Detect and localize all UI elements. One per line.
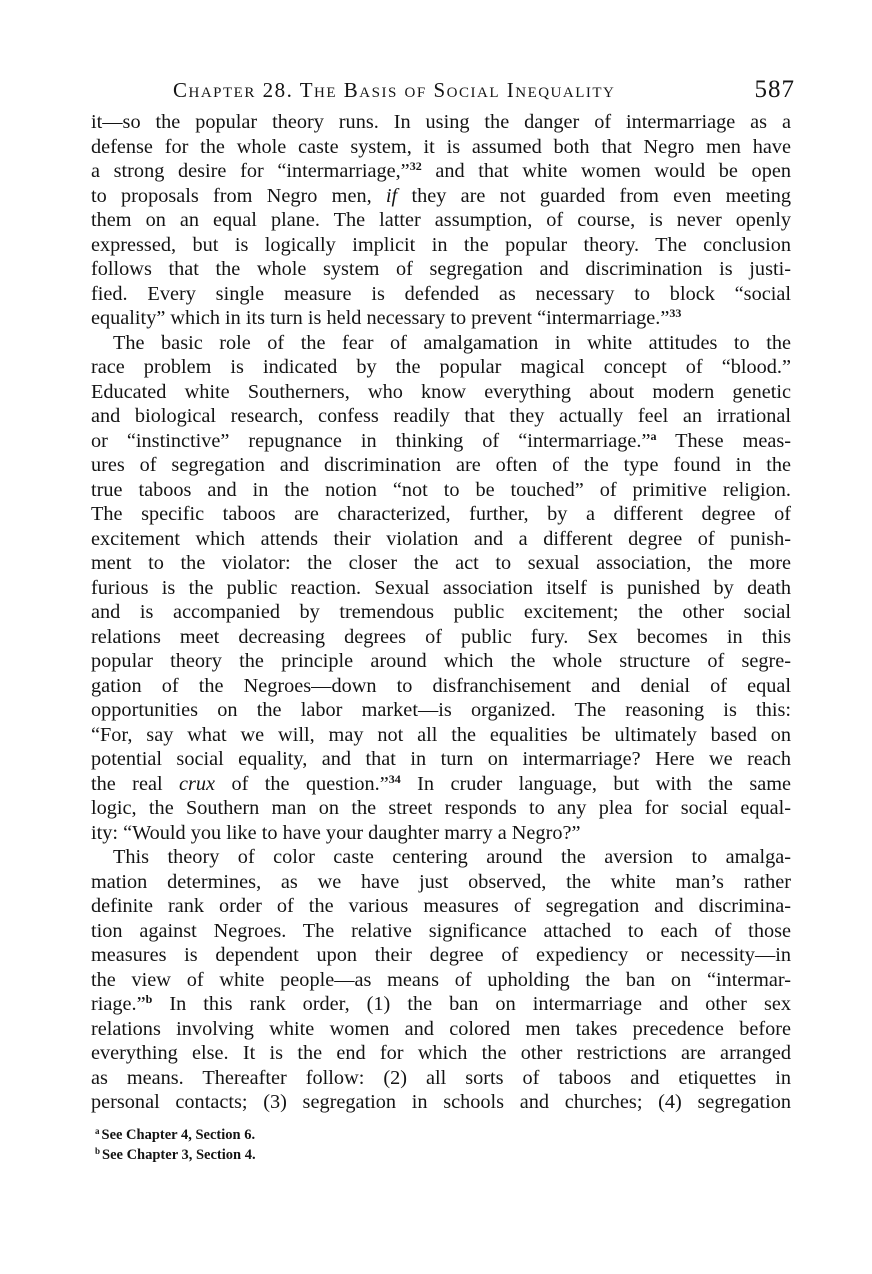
text-line [91,674,791,699]
line-text: logic, the Southern man on the street responds to any plea for social equal- [91,797,791,819]
line-text: ity: “Would you like to have your daughter marry a Negro?” [91,821,581,844]
line-text: tion against Negroes. The relative significance attached to each of those [91,919,791,942]
footnote-ref: a [650,428,657,443]
line-text: a strong desire for “intermarriage,” [91,160,410,182]
footnote [95,1141,791,1161]
line-text: measures is dependent upon their degree of expediency or necessity—in [91,944,791,966]
text-line [91,208,791,233]
line-text: equality” which in its turn is held necessary to prevent “intermarriage.” [91,307,670,329]
text-line [91,894,791,919]
text-line [91,625,791,650]
text-line [91,257,791,282]
footnote-ref: b [145,992,153,1006]
text-line [91,600,791,625]
text-line [91,502,791,527]
line-text: In cruder language, but with the same [400,772,792,795]
footnote-ref: 33 [669,306,682,320]
text-line [91,821,791,846]
line-text: These meas- [656,429,792,452]
line-text: as means. Thereafter follow: (2) all sorts of taboos and etiquettes in [91,1066,791,1089]
italic-word: crux [179,772,216,795]
text-line [91,135,791,160]
line-text: they are not guarded from even meeting [397,184,791,207]
line-text: furious is the public reaction. Sexual association itself is punished by death [91,576,791,599]
running-head [91,76,795,108]
text-line [91,380,791,405]
line-text: definite rank order of the various measures of segregation and discrimina- [91,895,791,917]
italic-word: if [385,184,398,207]
line-text: ures of segregation and discrimination are often of the type found in the [91,454,791,476]
text-line [91,723,791,748]
text-line [91,527,791,552]
page-number: 587 [754,76,795,103]
footnote-text: See Chapter 4, Section 6. [101,1126,256,1143]
text-line [91,1090,791,1115]
book-page [91,76,795,1163]
line-text: “For, say what we will, may not all the equalities be ultimately based on [91,723,791,746]
line-text: the view of white people—as means of upholding the ban on “intermar- [91,968,791,991]
line-text: relations involving white women and colored men takes precedence before [91,1017,791,1040]
line-text: In this rank order, (1) the ban on intermarriage and other sex [152,993,791,1015]
text-line [91,404,791,429]
text-line [91,576,791,601]
line-text: follows that the whole system of segregation and discrimination is justi- [91,258,791,280]
footnote [95,1121,791,1141]
line-text: potential social equality, and that in turn on intermarriage? Here we reach [91,748,791,770]
paragraph [91,110,791,331]
line-text: it—so the popular theory runs. In using the danger of intermarriage as a [91,111,791,133]
text-line [91,233,791,258]
line-text: everything else. It is the end for which the other restrictions are arranged [91,1042,791,1064]
text-line [91,306,791,331]
text-line [91,796,791,821]
text-line [91,1041,791,1066]
line-text: Educated white Southerners, who know everything about modern genetic [91,380,791,403]
line-text: gation of the Negroes—down to disfranchisement and denial of equal [91,674,791,697]
paragraph [91,331,791,846]
line-text: The basic role of the fear of amalgamation in white attitudes to the [113,331,791,354]
text-line [91,429,791,454]
line-text: The specific taboos are characterized, further, by a different degree of [91,503,791,525]
footnote-ref: 32 [409,159,422,173]
body-text [91,110,791,1115]
line-text: mation determines, as we have just observed, the white man’s rather [91,870,791,893]
text-line [91,478,791,503]
line-text: and that white women would be open [421,160,791,182]
line-text: them on an equal plane. The latter assumption, of course, is never openly [91,209,791,231]
footnotes [91,1121,791,1161]
line-text: true taboos and in the notion “not to be touched” of primitive religion. [91,478,791,501]
paragraph [91,845,791,1115]
line-text: to proposals from Negro men, [91,184,386,207]
text-line [91,453,791,478]
text-line [91,772,791,797]
text-line [91,919,791,944]
line-text: and is accompanied by tremendous public excitement; the other social [91,601,791,623]
text-line [91,159,791,184]
text-line [91,1017,791,1042]
text-line [91,698,791,723]
line-text: popular theory the principle around which the whole structure of segre- [91,650,791,672]
text-line [91,355,791,380]
footnote-text: See Chapter 3, Section 4. [102,1146,256,1163]
text-line [91,331,791,356]
footnote-mark: b [95,1145,101,1156]
text-line [91,747,791,772]
line-text: opportunities on the labor market—is organized. The reasoning is this: [91,699,791,721]
text-line [91,110,791,135]
line-text: personal contacts; (3) segregation in schools and churches; (4) segregation [91,1091,791,1113]
line-text: expressed, but is logically implicit in the popular theory. The conclusion [91,233,791,256]
footnote-mark: a [95,1125,100,1136]
line-text: defense for the whole caste system, it is assumed both that Negro men have [91,135,791,158]
line-text: relations meet decreasing degrees of public fury. Sex becomes in this [91,625,791,648]
line-text: excitement which attends their violation and a different degree of punish- [91,527,791,550]
line-text: This theory of color caste centering around the aversion to amalga- [113,846,791,868]
text-line [91,282,791,307]
text-line [91,968,791,993]
line-text: riage.” [91,993,146,1015]
line-text: race problem is indicated by the popular magical concept of “blood.” [91,356,791,378]
chapter-title: Chapter 28. The Basis of Social Inequality [173,78,616,102]
text-line [91,184,791,209]
text-line [91,845,791,870]
text-line [91,943,791,968]
text-line [91,870,791,895]
footnote-ref: 34 [388,771,401,786]
text-line [91,992,791,1017]
line-text: of the question.” [215,772,389,795]
line-text: and biological research, confess readily that they actually feel an irrational [91,405,791,427]
line-text: ment to the violator: the closer the act to sexual association, the more [91,552,791,574]
text-line [91,649,791,674]
line-text: or “instinctive” repugnance in thinking of “intermarriage.” [91,429,651,452]
text-line [91,1066,791,1091]
text-line [91,551,791,576]
line-text: the real [91,772,179,795]
line-text: fied. Every single measure is defended as necessary to block “social [91,282,791,305]
